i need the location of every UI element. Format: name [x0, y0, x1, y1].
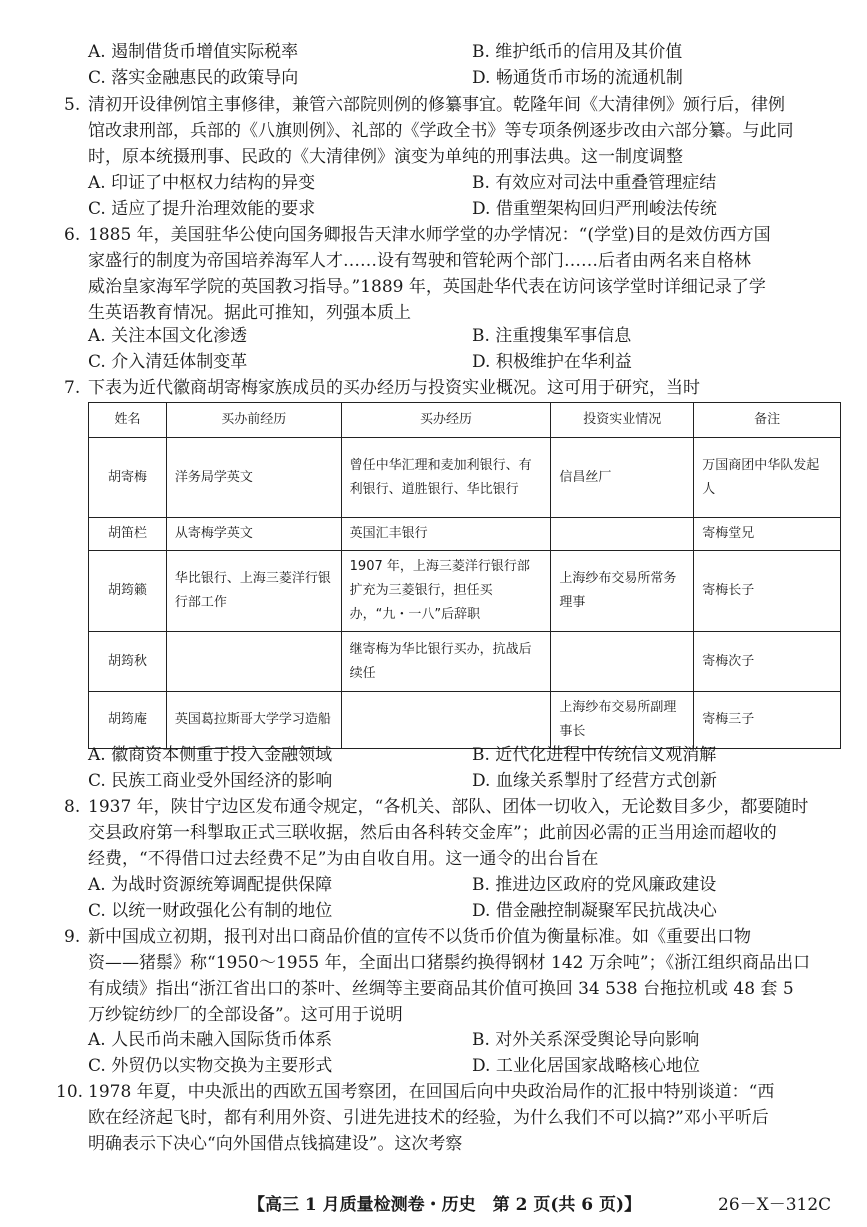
table-cell: 寄梅次子	[694, 632, 841, 692]
q9-option-d: D. 工业化居国家战略核心地位	[472, 1056, 700, 1076]
table-header: 投资实业情况	[551, 403, 694, 438]
page-footer-code: 26－X－312C	[718, 1195, 832, 1215]
page-footer-title: 【高三 1 月质量检测卷・历史 第 2 页(共 6 页)】	[248, 1195, 642, 1215]
table-cell: 从寄梅学英文	[166, 518, 341, 551]
table-cell: 胡筠庵	[89, 692, 167, 749]
q9-number: 9.	[64, 927, 81, 947]
q6-option-c: C. 介入清廷体制变革	[88, 352, 248, 372]
table-cell: 英国汇丰银行	[341, 518, 551, 551]
q9-option-b: B. 对外关系深受舆论导向影响	[472, 1030, 700, 1050]
table-header: 姓名	[89, 403, 167, 438]
q10-stem-line-2: 欧在经济起飞时，都有利用外资、引进先进技术的经验，为什么我们不可以搞?”邓小平听后	[88, 1108, 769, 1128]
q5-option-d: D. 借重塑架构回归严刑峻法传统	[472, 199, 717, 219]
table-header: 买办经历	[341, 403, 551, 438]
q6-stem-line-2: 家盛行的制度为帝国培养海军人才……设有驾驶和管轮两个部门……后者由两名来自格林	[88, 251, 751, 271]
table-cell	[551, 632, 694, 692]
q7-option-b: B. 近代化进程中传统信义观消解	[472, 745, 717, 765]
q7-table	[88, 402, 841, 749]
q5-number: 5.	[64, 95, 81, 115]
q9-stem-line-3: 有成绩》指出“浙江省出口的茶叶、丝绸等主要商品其价值可换回 34 538 台拖拉机或 48 套 5	[88, 979, 794, 999]
table-row	[89, 632, 841, 692]
q7-stem: 下表为近代徽商胡寄梅家族成员的买办经历与投资实业概况。这可用于研究，当时	[88, 378, 700, 398]
q8-number: 8.	[64, 797, 81, 817]
table-header: 买办前经历	[166, 403, 341, 438]
q7-option-c: C. 民族工商业受外国经济的影响	[88, 771, 333, 791]
table-row	[89, 692, 841, 749]
q8-stem-line-2: 交县政府第一科掣取正式三联收据，然后由各科转交金库”；此前因必需的正当用途而超收的	[88, 823, 777, 843]
q10-number: 10.	[56, 1082, 84, 1102]
q5-stem-line-3: 时，原本统摄刑事、民政的《大清律例》演变为单纯的刑事法典。这一制度调整	[88, 147, 683, 167]
table-cell: 上海纱布交易所副理事长	[551, 692, 694, 749]
q6-number: 6.	[64, 225, 81, 245]
q9-stem-line-4: 万纱锭纺纱厂的全部设备”。这可用于说明	[88, 1005, 403, 1025]
q7-option-d: D. 血缘关系掣肘了经营方式创新	[472, 771, 717, 791]
q5-option-b: B. 有效应对司法中重叠管理症结	[472, 173, 717, 193]
table-cell: 英国葛拉斯哥大学学习造船	[166, 692, 341, 749]
q10-stem-line-3: 明确表示下决心“向外国借点钱搞建设”。这次考察	[88, 1134, 463, 1154]
table-cell	[166, 632, 341, 692]
q5-stem-line-1: 清初开设律例馆主事修律，兼管六部院则例的修纂事宜。乾隆年间《大清律例》颁行后，律例	[88, 95, 785, 115]
table-cell: 万国商团中华队发起人	[694, 438, 841, 518]
table-cell	[341, 692, 551, 749]
q6-option-a: A. 关注本国文化渗透	[88, 326, 248, 346]
table-cell: 信昌丝厂	[551, 438, 694, 518]
table-header: 备注	[694, 403, 841, 438]
q5-option-a: A. 印证了中枢权力结构的异变	[88, 173, 316, 193]
q5-option-c: C. 适应了提升治理效能的要求	[88, 199, 316, 219]
table-cell: 胡笛栏	[89, 518, 167, 551]
q8-option-a: A. 为战时资源统筹调配提供保障	[88, 875, 333, 895]
table-cell: 寄梅长子	[694, 551, 841, 632]
q6-stem-line-3: 威治皇家海军学院的英国教习指导。”1889 年，英国赴华代表在访问该学堂时详细记录了学	[88, 277, 766, 297]
table-cell: 寄梅堂兄	[694, 518, 841, 551]
table-cell: 曾任中华汇理和麦加利银行、有利银行、道胜银行、华比银行	[341, 438, 551, 518]
q8-stem-line-3: 经费，“不得借口过去经费不足”为由自收自用。这一通令的出台旨在	[88, 849, 599, 869]
table-row	[89, 438, 841, 518]
q7-option-a: A. 徽商资本侧重于投入金融领域	[88, 745, 333, 765]
q6-stem-line-4: 生英语教育情况。据此可推知，列强本质上	[88, 303, 411, 323]
q9-option-a: A. 人民币尚未融入国际货币体系	[88, 1030, 333, 1050]
table-row	[89, 518, 841, 551]
q6-stem-line-1: 1885 年，美国驻华公使向国务卿报告天津水师学堂的办学情况：“(学堂)目的是效仿西方国	[88, 225, 771, 245]
q4-option-a: A. 遏制借货币增值实际税率	[88, 42, 299, 62]
table-cell: 1907 年，上海三菱洋行银行部扩充为三菱银行，担任买办，“九・一八”后辞职	[341, 551, 551, 632]
table-row	[89, 551, 841, 632]
table-cell: 寄梅三子	[694, 692, 841, 749]
table-header-row	[89, 403, 841, 438]
q9-stem-line-1: 新中国成立初期，报刊对出口商品价值的宣传不以货币价值为衡量标准。如《重要出口物	[88, 927, 751, 947]
q9-stem-line-2: 资——猪鬃》称“1950～1955 年，全面出口猪鬃约换得钢材 142 万余吨”；《浙江组织商品出口	[88, 953, 811, 973]
q8-option-c: C. 以统一财政强化公有制的地位	[88, 901, 333, 921]
table-cell: 胡筠秋	[89, 632, 167, 692]
table-cell: 华比银行、上海三菱洋行银行部工作	[166, 551, 341, 632]
table-cell: 胡寄梅	[89, 438, 167, 518]
q8-option-d: D. 借金融控制凝聚军民抗战决心	[472, 901, 717, 921]
table-cell: 胡筠籁	[89, 551, 167, 632]
q6-option-d: D. 积极维护在华利益	[472, 352, 632, 372]
table-cell: 洋务局学英文	[166, 438, 341, 518]
table-cell	[551, 518, 694, 551]
q6-option-b: B. 注重搜集军事信息	[472, 326, 632, 346]
q4-option-b: B. 维护纸币的信用及其价值	[472, 42, 683, 62]
table-cell: 继寄梅为华比银行买办，抗战后续任	[341, 632, 551, 692]
table-cell: 上海纱布交易所常务理事	[551, 551, 694, 632]
q10-stem-line-1: 1978 年夏，中央派出的西欧五国考察团，在回国后向中央政治局作的汇报中特别谈道：“西	[88, 1082, 775, 1102]
q8-option-b: B. 推进边区政府的党风廉政建设	[472, 875, 717, 895]
q7-number: 7.	[64, 378, 81, 398]
q4-option-c: C. 落实金融惠民的政策导向	[88, 68, 299, 88]
q9-option-c: C. 外贸仍以实物交换为主要形式	[88, 1056, 333, 1076]
q8-stem-line-1: 1937 年，陕甘宁边区发布通令规定，“各机关、部队、团体一切收入，无论数目多少，都要随时	[88, 797, 809, 817]
q5-stem-line-2: 馆改隶刑部，兵部的《八旗则例》、礼部的《学政全书》等专项条例逐步改由六部分纂。与此同	[88, 121, 794, 141]
q4-option-d: D. 畅通货币市场的流通机制	[472, 68, 683, 88]
